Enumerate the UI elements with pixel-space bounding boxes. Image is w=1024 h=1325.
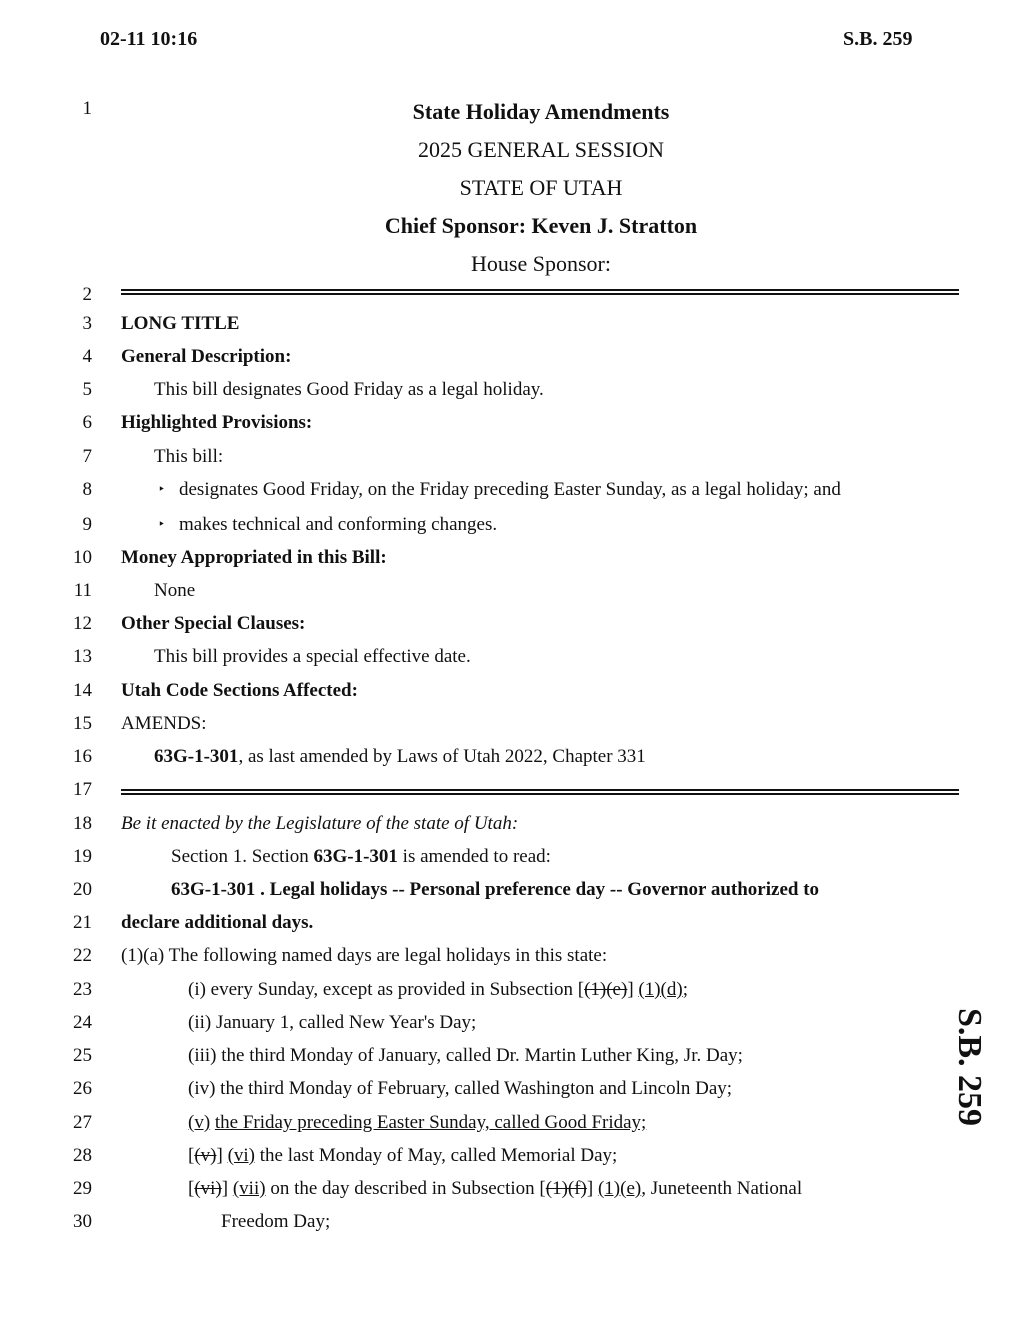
line-number: 15 [73,713,92,734]
line-number: 11 [73,580,92,601]
line-number: 23 [73,979,92,1000]
line-number: 10 [73,547,92,568]
section-intro [171,846,551,868]
section-heading-continued: declare additional days. [121,912,314,933]
line-number: 5 [82,379,92,400]
bullet-icon: ‣ [158,482,166,496]
text-segment: , Juneteenth National [641,1178,803,1199]
line-number: 12 [73,613,92,634]
special-clauses-label: Other Special Clauses: [121,613,306,634]
text-segment: ; [682,979,688,1000]
added-text: (1)(d) [638,979,683,1000]
general-description-label: General Description: [121,346,292,367]
text-segment: [ [188,1178,195,1199]
double-rule-bottom [121,789,959,795]
holiday-item-iv: (iv) the third Monday of February, called Washington and Lincoln Day; [188,1078,733,1099]
line-number: 24 [73,1012,92,1033]
special-clauses-value: This bill provides a special effective date. [154,646,471,667]
enacting-clause: Be it enacted by the Legislature of the state of Utah: [121,813,519,834]
line-number: 16 [73,746,92,767]
holiday-item-iii: (iii) the third Monday of January, called Dr. Martin Luther King, Jr. Day; [188,1045,743,1066]
section-intro-code: 63G-1-301 [313,846,398,867]
chief-sponsor: Chief Sponsor: Keven J. Stratton [384,213,698,238]
section-intro-pre: Section 1. Section [171,846,314,867]
holiday-item-i [188,979,688,1001]
amended-section [154,746,646,768]
holiday-item-vi [188,1145,617,1167]
money-appropriated-label: Money Appropriated in this Bill: [121,547,387,568]
added-text: (vi) [227,1145,255,1166]
text-segment: ] [216,1145,228,1166]
line-number: 7 [82,446,92,467]
line-number: 19 [73,846,92,867]
amended-section-code: 63G-1-301 [154,746,239,767]
text-segment: on the day described in Subsection [ [265,1178,546,1199]
line-number: 20 [73,879,92,900]
subsection-1a: (1)(a) The following named days are legal holidays in this state: [121,945,608,966]
line-number: 28 [73,1145,92,1166]
line-number: 14 [73,680,92,701]
line-number: 2 [82,284,92,305]
general-description-text: This bill designates Good Friday as a legal holiday. [154,379,544,400]
bullet-icon: ‣ [158,517,166,531]
line-number: 26 [73,1078,92,1099]
holiday-item-ii: (ii) January 1, called New Year's Day; [188,1012,477,1033]
line-number: 1 [82,98,92,119]
provision-bullet [154,514,497,536]
text-segment: ] [586,1178,598,1199]
line-number: 27 [73,1112,92,1133]
code-sections-label: Utah Code Sections Affected: [121,680,358,701]
section-intro-post: is amended to read: [397,846,551,867]
line-number: 30 [73,1211,92,1232]
section-heading: 63G-1-301 . Legal holidays -- Personal preference day -- Governor authorized to [171,879,820,900]
line-number: 21 [73,912,92,933]
line-number: 18 [73,813,92,834]
line-number: 29 [73,1178,92,1199]
bill-title: State Holiday Amendments [412,99,670,124]
line-number: 8 [82,479,92,500]
text-segment: ] [627,979,639,1000]
line-number: 4 [82,346,92,367]
added-text: the Friday preceding Easter Sunday, called Good Friday; [214,1112,647,1133]
line-number: 22 [73,945,92,966]
struck-text: (1)(e) [584,979,628,1000]
side-bill-label: S.B. 259 [951,1007,989,1127]
text-segment: (i) every Sunday, except as provided in Subsection [ [188,979,585,1000]
line-number: 9 [82,514,92,535]
holiday-item-v-added [188,1112,646,1134]
this-bill-text: This bill: [154,446,224,467]
long-title-heading: LONG TITLE [121,313,240,334]
struck-text: (1)(f) [545,1178,587,1199]
added-text: (v) [188,1112,211,1133]
line-number: 13 [73,646,92,667]
money-appropriated-value: None [154,580,196,601]
house-sponsor: House Sponsor: [471,251,611,276]
text-segment: the last Monday of May, called Memorial Day; [255,1145,618,1166]
holiday-item-vii [188,1178,802,1200]
provision-text: designates Good Friday, on the Friday preceding Easter Sunday, as a legal holiday; and [179,479,841,500]
line-number: 6 [82,412,92,433]
highlighted-provisions-label: Highlighted Provisions: [121,412,313,433]
line-number: 3 [82,313,92,334]
holiday-item-vii-continued: Freedom Day; [221,1211,331,1232]
double-rule-top [121,289,959,295]
text-segment: [ [188,1145,195,1166]
struck-text: (v) [194,1145,217,1166]
header-bill-number: S.B. 259 [843,28,913,50]
state-label: STATE OF UTAH [459,175,623,200]
line-number: 17 [73,779,92,800]
provision-text: makes technical and conforming changes. [179,514,498,535]
provision-bullet [154,479,841,501]
header-timestamp: 02-11 10:16 [100,28,198,50]
added-text: (vii) [232,1178,266,1199]
struck-text: (vi) [194,1178,222,1199]
added-text: (1)(e) [597,1178,642,1199]
amended-section-detail: , as last amended by Laws of Utah 2022, Chapter 331 [238,746,646,767]
text-segment: ] [221,1178,233,1199]
session-label: 2025 GENERAL SESSION [417,137,665,162]
amends-label: AMENDS: [121,713,207,734]
line-number: 25 [73,1045,92,1066]
